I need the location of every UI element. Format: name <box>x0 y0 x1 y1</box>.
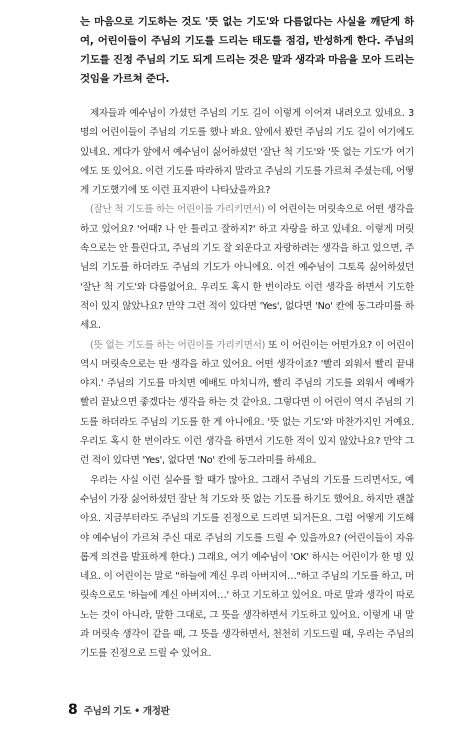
paragraph-text: 우리는 사실 이런 실수를 할 때가 많아요. 그래서 주님의 기도를 드리면서도, 예수님이 가장 싫어하셨던 잘난 척 기도와 뜻 없는 기도를 하기도 했어요. 하지만 괜찮아요. 지금부터라도 주님의 기도를 진정으로 드리면 되거든요. 그럼 어떻게 기도해야 예수님이 가르쳐 주신 대로 주님의 기도를 드릴 수 있을까요? (어린이들이 자유롭게 의견을 발표하게 한다.) 그래요, 여기 예수님이 'OK' 하시는 어린이가 한 명 있네요. 이 어린이는 말로 "하늘에 계신 우리 아버지여…"하고 주님의 기도를 하고, 머릿속으로도 '하늘에 계신 아버지여…' 하고 기도하고 있어요. 마로 말과 생각이 따로 노는 것이 아니라, 말한 그대로, 그 뜻을 생각하면서 기도하고 있어요. 이렇게 내 말과 머릿속 생각이 같을 때, 그 뜻을 생각하면서, 천천히 기도드릴 때, 우리는 주님의 기도를 진정으로 드릴 수 있어요. <box>80 474 414 660</box>
paragraph-text: 제자들과 예수님이 가셨던 주님의 기도 길이 이렇게 이어져 내려오고 있네요. 3명의 어린이들이 주님의 기도를 했나 봐요. 앞에서 봤던 주님의 기도 길이 여기에도 있네요. 게다가 앞에서 예수님이 싫어하셨던 '잘난 척 기도'와 '뜻 없는 기도'가 여기에도 또 있어요. 이런 기도를 따라하지 말라고 주님의 기도를 가르쳐 주셨는데, 어떻게 기도했기에 또 이런 표지판이 나타났을까요? <box>80 108 414 197</box>
book-title: 주님의 기도 • 개정판 <box>83 706 170 717</box>
stage-direction: (잘난 척 기도를 하는 어린이를 가리키면서) <box>90 204 265 216</box>
page-number: 8 <box>68 702 78 718</box>
stage-direction: (뜻 없는 기도를 하는 어린이를 가리키면서) <box>90 339 266 351</box>
paragraph-1 <box>80 104 414 200</box>
paragraph-2 <box>80 200 414 335</box>
paragraph-3 <box>80 336 414 471</box>
page-footer <box>68 702 170 722</box>
paragraph-text: 또 이 어린이는 어떤가요? 이 어린이 역시 머릿속으로는 딴 생각을 하고 있어요. 어떤 생각이죠? '빨리 외워서 빨리 끝내야지.' 주님의 기도를 마치면 예배도 마치니까, 빨리 주님의 기도를 외워서 예배가 빨리 끝났으면 좋겠다는 생각을 하는 것 같아요. 그렇다면 이 어린이 역시 주님의 기도를 하더라도 주님의 기도를 한 게 아니에요. '뜻 없는 기도'와 마찬가지인 거예요. 우리도 혹시 한 번이라도 이런 생각을 하면서 기도한 적이 있지 않았나요? 만약 그런 적이 있다면 'Yes', 없다면 'No' 칸에 동그라미를 하세요. <box>80 339 414 467</box>
paragraph-text: 이 어린이는 머릿속으로 어떤 생각을 하고 있어요? '어때? 나 안 틀리고 잘하지?' 하고 자랑을 하고 있네요. 이렇게 머릿속으로는 안 틀린다고, 주님의 기도 잘 외운다고 자랑하려는 생각을 하고 있으면, 주님의 기도를 하더라도 주님의 기도가 아니에요. 이건 예수님이 그토록 싫어하셨던 '잘난 척 기도'와 다름없어요. 우리도 혹시 한 번이라도 이런 생각을 하면서 기도한 적이 있지 않았나요? 만약 그런 적이 있다면 'Yes', 없다면 'No' 칸에 동그라미를 하세요. <box>80 204 414 332</box>
body-text <box>80 104 414 664</box>
paragraph-4 <box>80 471 414 664</box>
intro-summary: 는 마음으로 기도하는 것도 '뜻 없는 기도'와 다름없다는 사실을 깨닫게 하여, 어린이들이 주님의 기도를 드리는 태도를 점검, 반성하게 한다. 주님의 기도를 진정 주님의 기도 되게 드리는 것은 말과 생각과 마음을 모아 드리는 것임을 가르쳐 준다. <box>80 16 414 85</box>
